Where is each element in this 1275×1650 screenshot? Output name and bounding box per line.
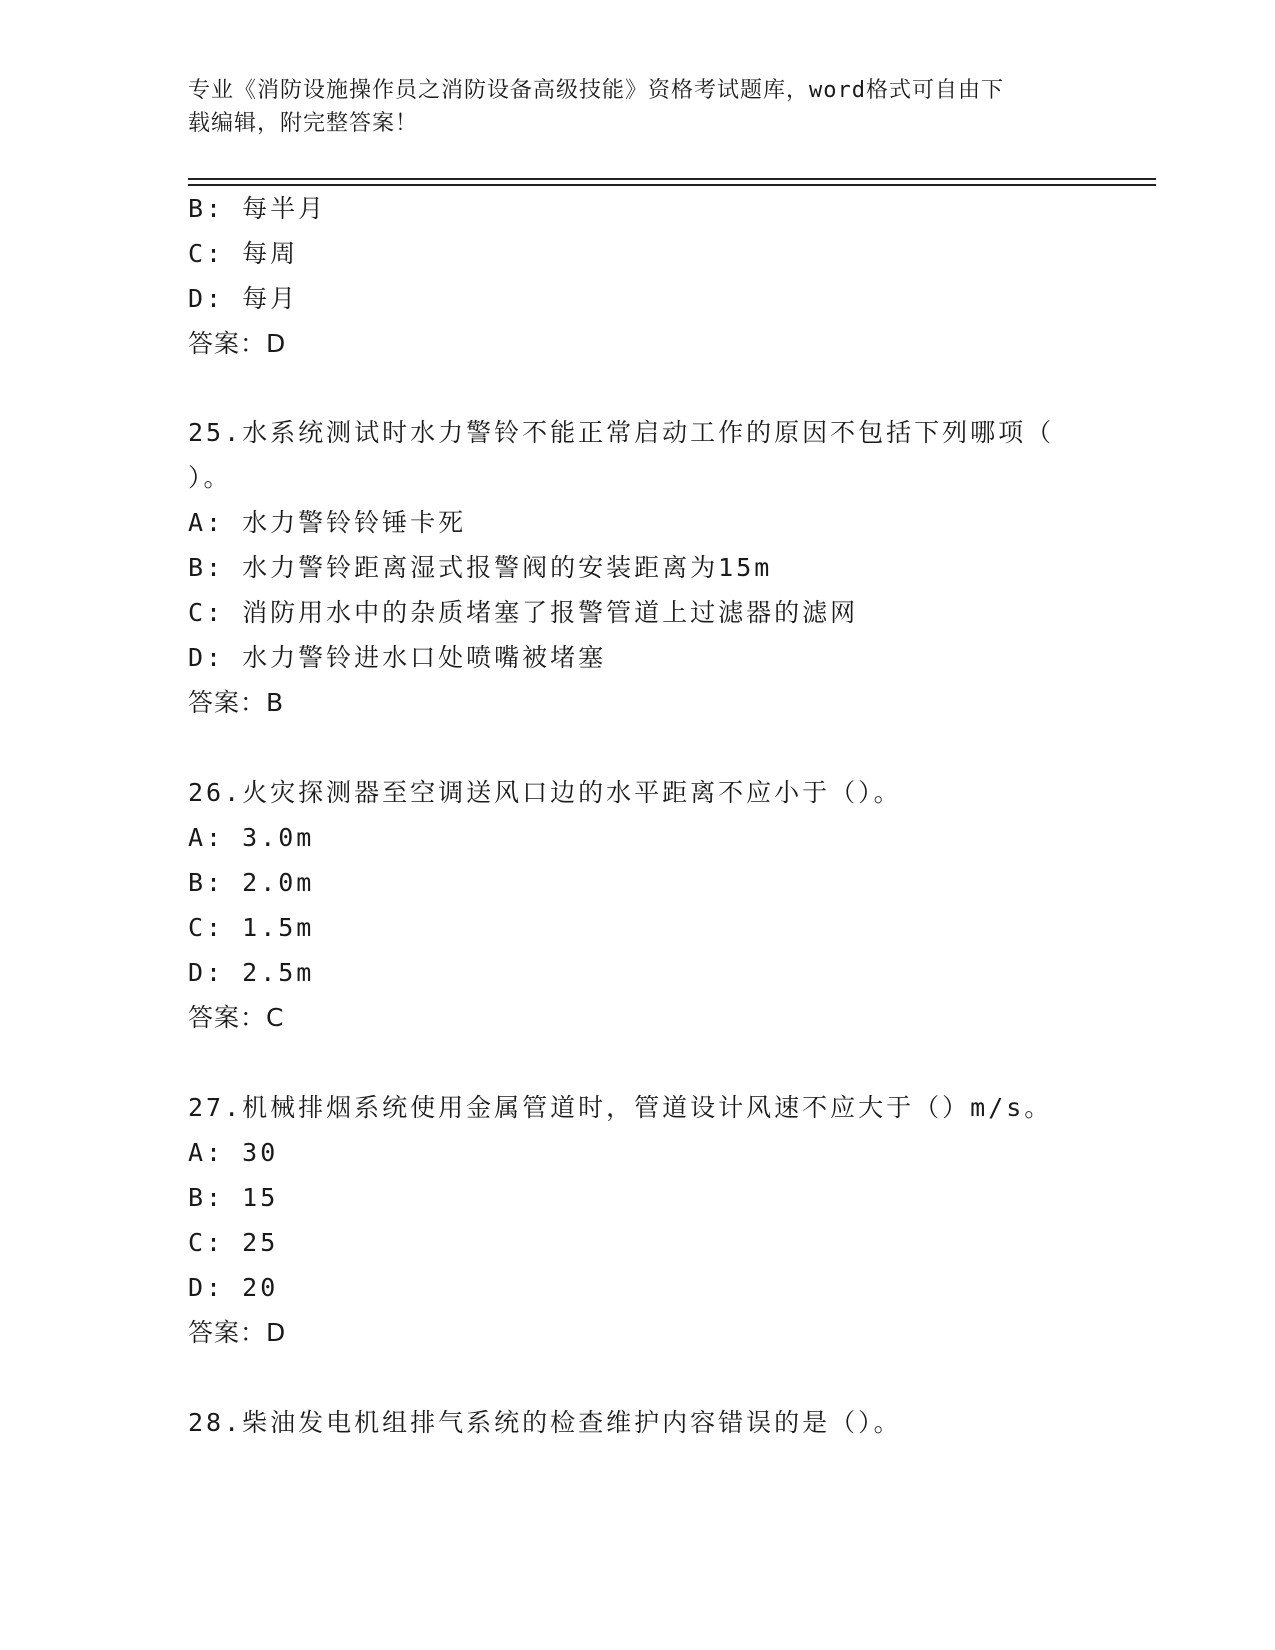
question-28-stem: 28.柴油发电机组排气系统的检查维护内容错误的是（）。: [188, 1408, 902, 1437]
option-c: C: 1.5m: [188, 913, 315, 942]
option-c: C: 每周: [188, 239, 299, 268]
option-a: A: 30: [188, 1138, 279, 1167]
header-divider-top: [188, 178, 1156, 180]
answer: 答案：D: [188, 329, 287, 358]
document-header: [188, 74, 1088, 140]
question-25-stem-line-1: 25.水系统测试时水力警铃不能正常启动工作的原因不包括下列哪项（: [188, 418, 1055, 447]
option-b: B: 15: [188, 1183, 279, 1212]
option-d: D: 水力警铃进水口处喷嘴被堵塞: [188, 643, 607, 672]
header-divider-bottom: [188, 184, 1156, 186]
header-line-2: 载编辑，附完整答案！: [188, 111, 419, 136]
option-b: B: 2.0m: [188, 868, 315, 897]
option-b: B: 水力警铃距离湿式报警阀的安装距离为15m: [188, 553, 773, 582]
header-line-1: 专业《消防设施操作员之消防设备高级技能》资格考试题库，word格式可自由下: [188, 78, 1004, 103]
option-c: C: 25: [188, 1228, 279, 1257]
option-d: D: 每月: [188, 284, 299, 313]
option-b: B: 每半月: [188, 194, 327, 223]
option-d: D: 20: [188, 1273, 279, 1302]
option-a: A: 3.0m: [188, 823, 315, 852]
answer: 答案：D: [188, 1318, 287, 1347]
answer: 答案：B: [188, 688, 285, 717]
option-d: D: 2.5m: [188, 958, 315, 987]
option-c: C: 消防用水中的杂质堵塞了报警管道上过滤器的滤网: [188, 598, 859, 627]
answer: 答案：C: [188, 1003, 285, 1032]
question-26-stem: 26.火灾探测器至空调送风口边的水平距离不应小于（）。: [188, 778, 902, 807]
question-25-stem-line-2: ）。: [188, 463, 232, 492]
option-a: A: 水力警铃铃锤卡死: [188, 508, 467, 537]
question-27-stem: 27.机械排烟系统使用金属管道时，管道设计风速不应大于（）m/s。: [188, 1093, 1053, 1122]
